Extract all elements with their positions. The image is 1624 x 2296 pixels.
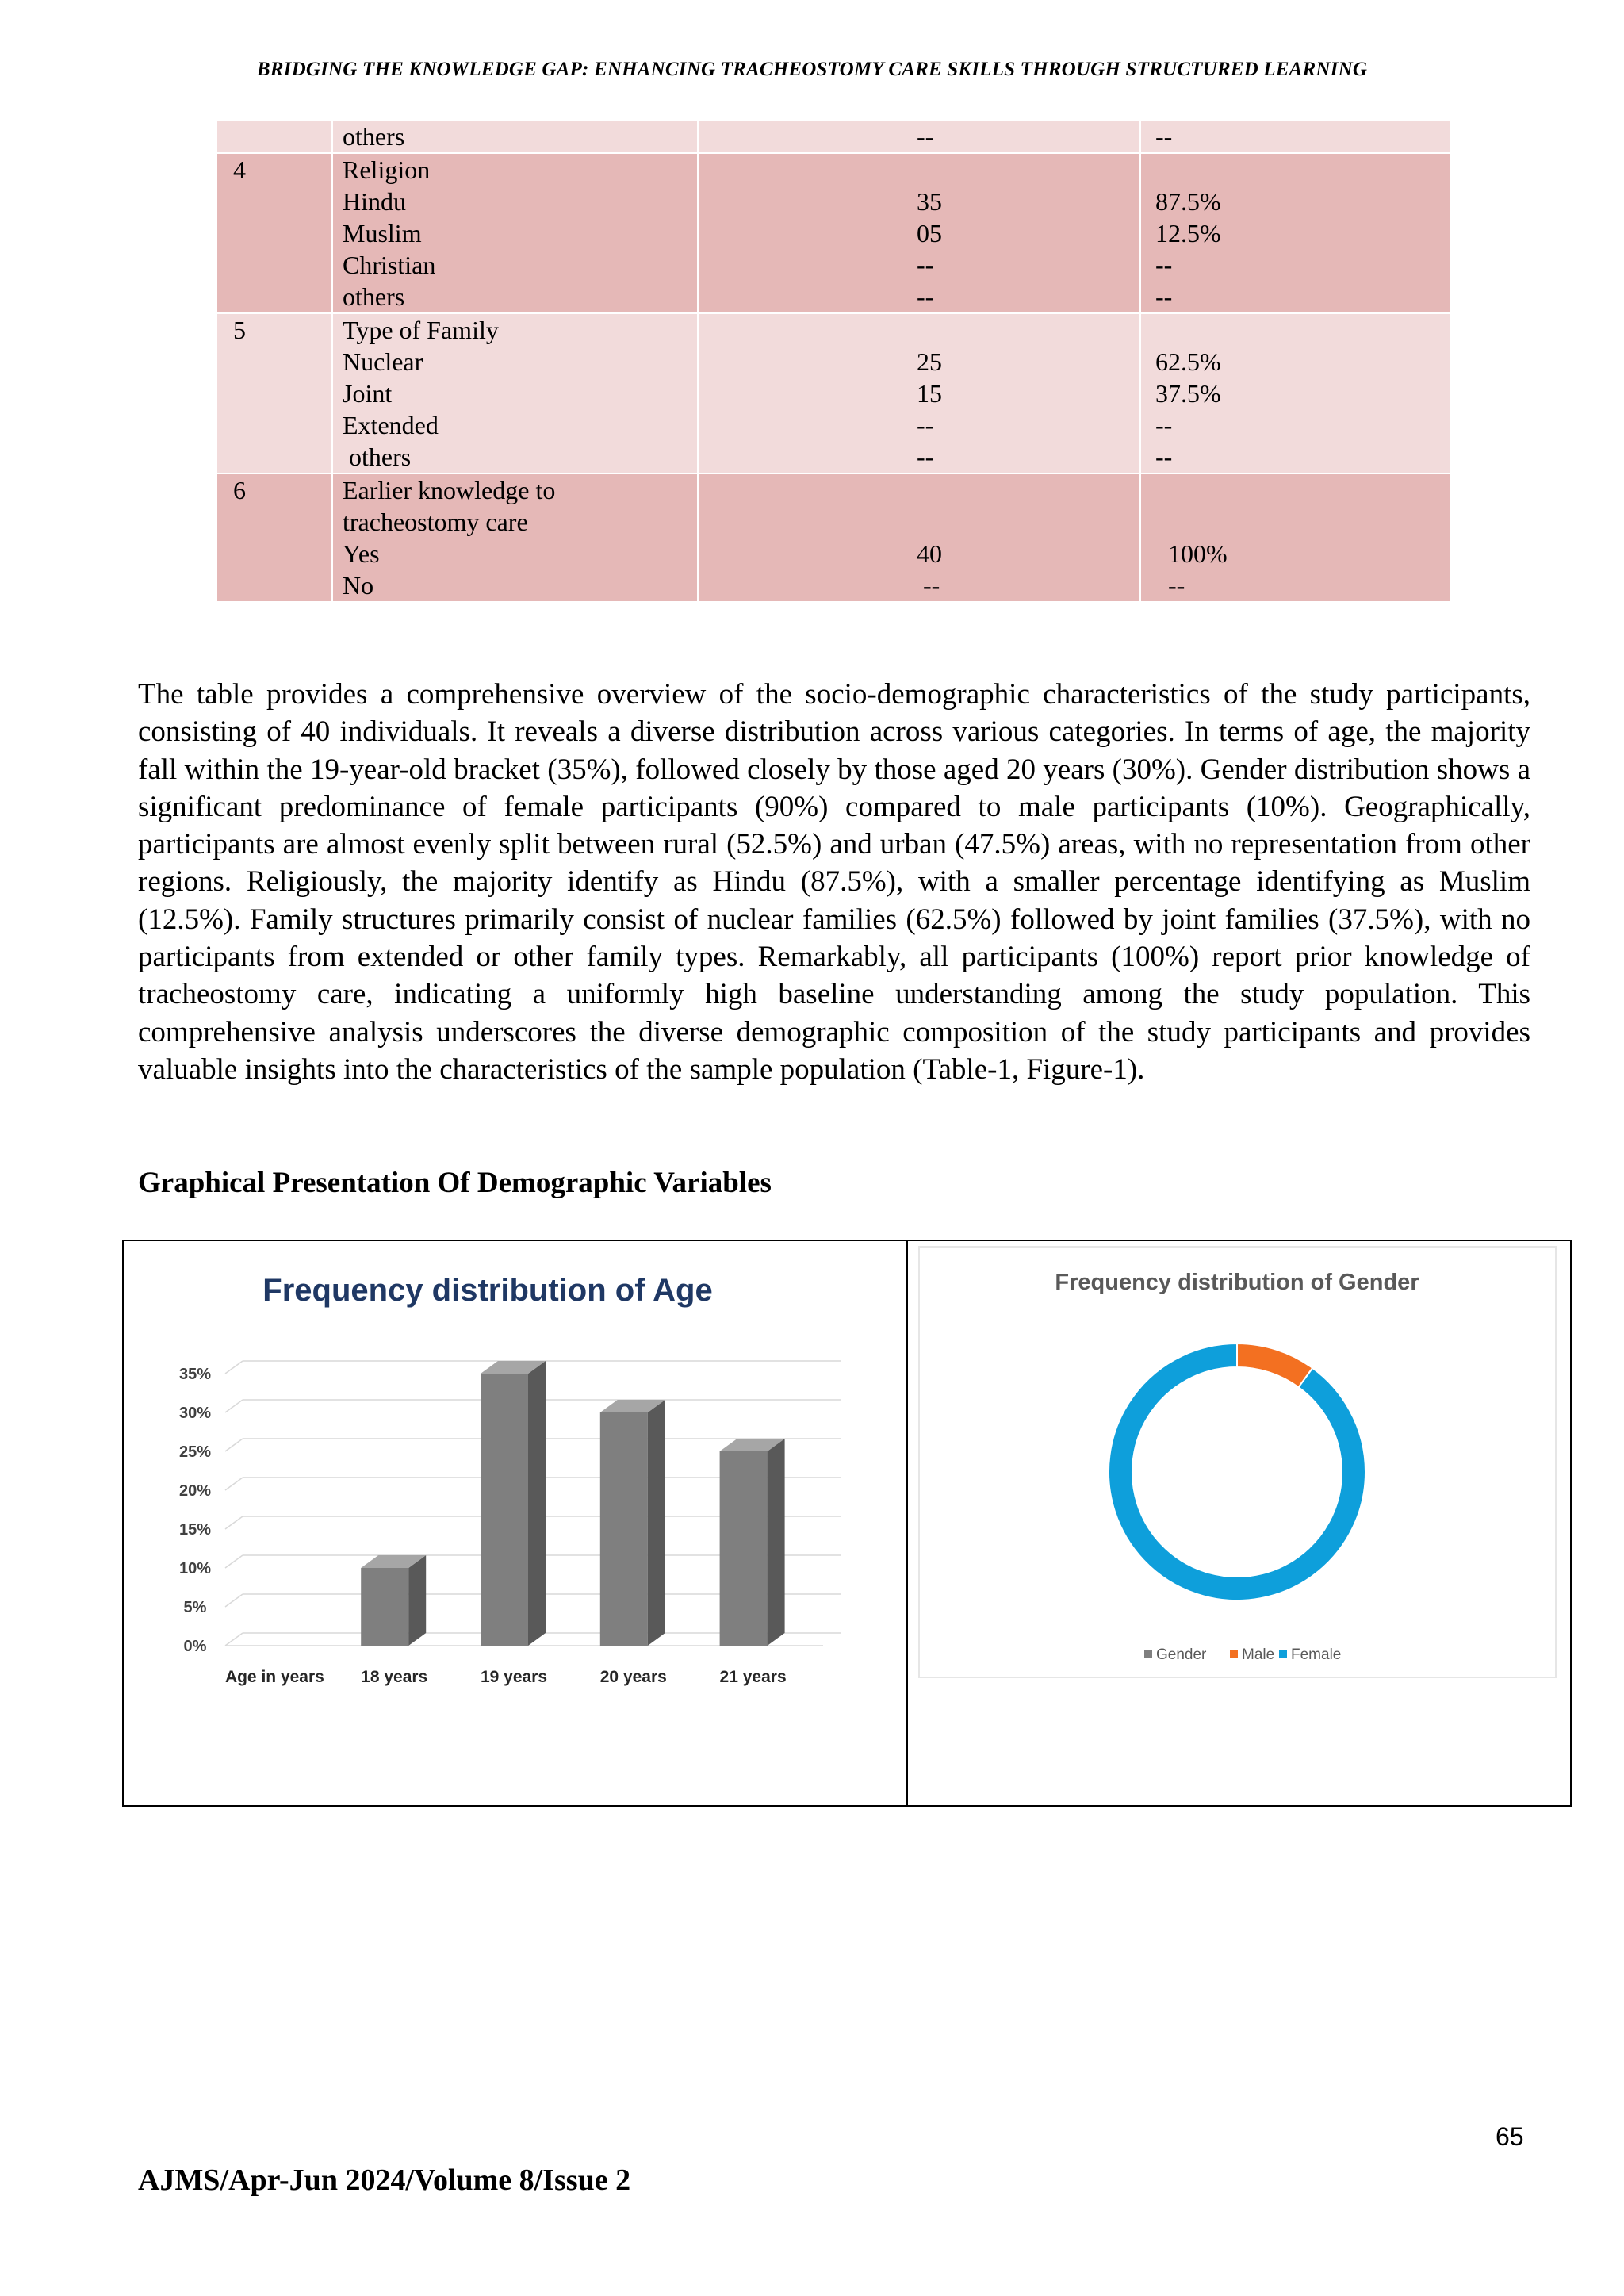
table-frequency-value xyxy=(917,314,1139,346)
gridline-diagonal xyxy=(225,1361,243,1374)
legend-swatch xyxy=(1144,1650,1152,1658)
table-serial-number: 5 xyxy=(233,316,246,344)
table-percentage-value xyxy=(1155,154,1450,186)
table-percentage-value: -- xyxy=(1155,251,1173,279)
table-cell-percentage xyxy=(1141,154,1450,312)
y-tick-label: 35% xyxy=(178,1366,212,1383)
bar-side xyxy=(768,1439,785,1646)
table-variable-text: Joint xyxy=(343,379,393,408)
table-cell-serial xyxy=(217,121,333,152)
y-tick-label: 25% xyxy=(178,1443,212,1461)
age-chart-bars xyxy=(361,1361,784,1646)
table-variable-text: others xyxy=(343,282,405,311)
bar xyxy=(481,1374,528,1646)
y-tick-label: 15% xyxy=(178,1521,212,1539)
table-cell-percentage xyxy=(1141,474,1450,601)
table-variable-text: Muslim xyxy=(343,219,422,247)
gender-donut-chart xyxy=(918,1246,1557,1678)
table-cell-variable xyxy=(333,314,699,473)
table-variable-text: Earlier knowledge to xyxy=(343,476,556,504)
table-variable-text: Nuclear xyxy=(343,347,423,376)
table-cell-frequency xyxy=(699,121,1141,152)
table-frequency-value: 40 xyxy=(917,539,942,568)
table-frequency-value: -- xyxy=(917,411,934,439)
legend-swatch xyxy=(1230,1650,1238,1658)
table-row xyxy=(217,474,1450,603)
table-frequency-value xyxy=(917,154,1139,186)
table-percentage-value: -- xyxy=(1155,411,1173,439)
body-paragraph: The table provides a comprehensive overview of the socio-demographic characteristics of the study participants, consisting of 40 individuals. It reveals a diverse distribution across various categories. In terms of age, the majority fall within the 19-year-old bracket (35%), followed closely by those aged 20 years (30%). Gender distribution shows a significant predominance of female participants (90%) compared to male participants (10%). Geographically, participants are almost evenly split between rural (52.5%) and urban (47.5%) areas, with no representation from other regions. Religiously, the majority identify as Hindu (87.5%), with a smaller percentage identifying as Muslim (12.5%). Family structures primarily consist of nuclear families (62.5%) followed by joint families (37.5%), with no participants from extended or other family types. Remarkably, all participants (100%) report prior knowledge of tracheostomy care, indicating a uniformly high baseline understanding among the study population. This comprehensive analysis underscores the diverse demographic composition of the study participants and provides valuable insights into the characteristics of the sample population (Table-1, Figure-1). xyxy=(138,678,1530,1086)
legend-label: Female xyxy=(1291,1646,1342,1663)
page-number: 65 xyxy=(1496,2122,1524,2151)
donut-slice-female xyxy=(1109,1343,1365,1600)
table-row xyxy=(217,121,1450,154)
table-variable-text: others xyxy=(343,122,405,151)
table-variable-text: Yes xyxy=(343,539,380,568)
table-cell-frequency xyxy=(699,314,1141,473)
gridline-diagonal xyxy=(225,1633,243,1646)
table-percentage-value: 62.5% xyxy=(1155,347,1221,376)
table-cell-serial xyxy=(217,474,333,601)
bar-side xyxy=(408,1555,426,1646)
table-serial-number: 6 xyxy=(233,476,246,504)
x-tick-label: Age in years xyxy=(224,1668,324,1686)
gridline-diagonal xyxy=(225,1516,243,1529)
y-tick-label: 10% xyxy=(178,1560,212,1577)
table-cell-frequency xyxy=(699,154,1141,312)
bar xyxy=(720,1451,768,1646)
bar xyxy=(600,1412,648,1646)
running-header: BRIDGING THE KNOWLEDGE GAP: ENHANCING TRACHEOSTOMY CARE SKILLS THROUGH STRUCTURED LEARNING xyxy=(256,59,1368,80)
figure-divider xyxy=(906,1241,908,1805)
table-row xyxy=(217,154,1450,314)
gridline-diagonal xyxy=(225,1478,243,1490)
legend-label: Gender xyxy=(1156,1646,1207,1663)
table-cell-variable xyxy=(333,154,699,312)
table-frequency-value xyxy=(917,474,1139,506)
table-cell-frequency xyxy=(699,474,1141,601)
gender-chart-title: Frequency distribution of Gender xyxy=(1055,1270,1419,1295)
table-variable-text: Hindu xyxy=(343,187,406,216)
table-cell-variable xyxy=(333,474,699,601)
table-cell-variable xyxy=(333,121,699,152)
x-tick-label: 18 years xyxy=(361,1668,428,1686)
table-percentage-value: -- xyxy=(1155,282,1173,311)
legend-swatch xyxy=(1279,1650,1287,1658)
table-percentage-value: 37.5% xyxy=(1155,379,1221,408)
table-cell-percentage xyxy=(1141,314,1450,473)
gender-chart-panel xyxy=(918,1246,1557,1678)
y-tick-label: 0% xyxy=(183,1638,207,1655)
table-serial-number xyxy=(233,121,331,152)
gridline-diagonal xyxy=(225,1439,243,1451)
table-variable-text: Religion xyxy=(343,155,431,184)
table-cell-percentage xyxy=(1141,121,1450,152)
gridline-diagonal xyxy=(225,1555,243,1568)
table-frequency-value: -- xyxy=(917,443,934,471)
table-frequency-value: 15 xyxy=(917,379,942,408)
bar-side xyxy=(648,1400,665,1646)
y-tick-label: 20% xyxy=(178,1482,212,1500)
table-percentage-value xyxy=(1155,474,1450,506)
bar xyxy=(361,1568,408,1646)
table-percentage-value: 12.5% xyxy=(1155,219,1221,247)
table-frequency-value: 35 xyxy=(917,187,942,216)
gridline-diagonal xyxy=(225,1594,243,1607)
table-variable-text: Christian xyxy=(343,251,436,279)
table-percentage-value: -- xyxy=(1155,443,1173,471)
table-frequency-value: -- xyxy=(917,571,940,600)
age-bar-chart xyxy=(127,1244,880,1704)
table-variable-text: others xyxy=(343,443,412,471)
y-tick-label: 5% xyxy=(183,1599,207,1616)
age-chart-x-axis xyxy=(225,1668,787,1686)
x-tick-label: 20 years xyxy=(599,1668,667,1686)
table-frequency-value: 05 xyxy=(917,219,942,247)
donut-slice-male xyxy=(1237,1343,1312,1387)
table-frequency-value: -- xyxy=(917,122,934,151)
table-cell-serial xyxy=(217,154,333,312)
age-chart-y-axis xyxy=(179,1366,211,1655)
legend-label: Male xyxy=(1242,1646,1275,1663)
table-variable-text: tracheostomy care xyxy=(343,508,528,536)
gridline-diagonal xyxy=(225,1400,243,1412)
table-frequency-value: 25 xyxy=(917,347,942,376)
table-percentage-value: -- xyxy=(1155,122,1173,151)
gender-chart-legend xyxy=(1144,1646,1341,1663)
table-serial-number: 4 xyxy=(233,155,246,184)
table-frequency-value xyxy=(917,506,1139,538)
demographic-table xyxy=(217,121,1450,603)
figure-frame xyxy=(122,1240,1572,1807)
table-percentage-value: 87.5% xyxy=(1155,187,1221,216)
section-heading: Graphical Presentation Of Demographic Variables xyxy=(138,1167,772,1199)
table-variable-text: Type of Family xyxy=(343,316,499,344)
age-chart-title: Frequency distribution of Age xyxy=(262,1273,713,1308)
table-percentage-value: 100% xyxy=(1155,539,1228,568)
table-variable-text: No xyxy=(343,571,374,600)
table-percentage-value: -- xyxy=(1155,571,1185,600)
bar-side xyxy=(528,1361,546,1646)
table-cell-serial xyxy=(217,314,333,473)
table-percentage-value xyxy=(1155,314,1450,346)
x-tick-label: 19 years xyxy=(480,1668,548,1686)
table-row xyxy=(217,314,1450,474)
table-percentage-value xyxy=(1155,506,1450,538)
y-tick-label: 30% xyxy=(178,1405,212,1422)
gender-donut-slices xyxy=(1109,1343,1365,1600)
x-tick-label: 21 years xyxy=(719,1668,787,1686)
table-variable-text: Extended xyxy=(343,411,439,439)
table-frequency-value: -- xyxy=(917,282,934,311)
journal-footer: AJMS/Apr-Jun 2024/Volume 8/Issue 2 xyxy=(138,2164,631,2197)
table-frequency-value: -- xyxy=(917,251,934,279)
